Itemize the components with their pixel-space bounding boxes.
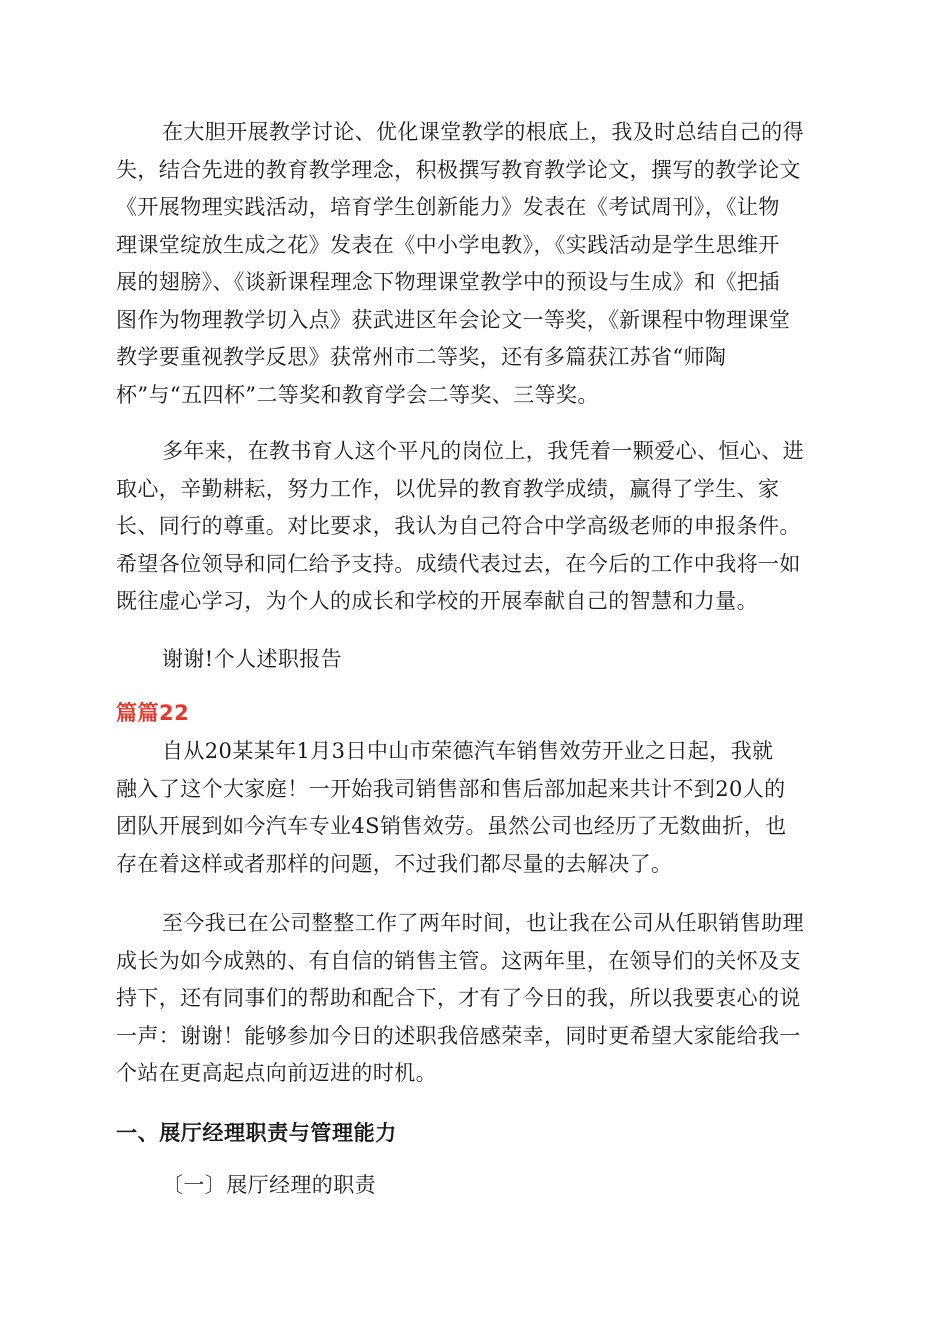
text-line: 理课堂绽放生成之花》发表在《中小学电教》，《实践活动是学生思维开 bbox=[116, 232, 780, 257]
text-line: 取心，辛勤耕耘，努力工作，以优异的教育教学成绩，赢得了学生、家 bbox=[116, 476, 780, 501]
paragraph-career bbox=[116, 905, 836, 1093]
text-line: 教学要重视教学反思》获常州市二等奖，还有多篇获江苏省“师陶 bbox=[116, 345, 727, 369]
paragraph-thanks bbox=[116, 641, 836, 679]
text-line: 《开展物理实践活动，培育学生创新能力》发表在《考试周刊》，《让物 bbox=[116, 195, 780, 219]
text-line: 希望各位领导和同仁给予支持。成绩代表过去，在今后的工作中我将一如 bbox=[116, 551, 801, 576]
text-line: 成长为如今成熟的、有自信的销售主管。这两年里，在领导们的关怀及支 bbox=[116, 948, 801, 973]
text-line: 至今我已在公司整整工作了两年时间，也让我在公司从任职销售助理 bbox=[162, 911, 804, 935]
text-line: 多年来，在教书育人这个平凡的岗位上，我凭着一颗爱心、恒心、进 bbox=[162, 439, 804, 463]
text-line: 团队开展到如今汽车专业4S销售效劳。虽然公司也经历了无数曲折，也 bbox=[116, 814, 787, 838]
text-line: 自从20某某年1月3日中山市荣德汽车销售效劳开业之日起，我就 bbox=[162, 739, 774, 763]
section-heading: 一、展厅经理职责与管理能力 bbox=[116, 1121, 397, 1145]
text-line: 杯”与“五四杯”二等奖和教育学会二等奖、三等奖。 bbox=[116, 382, 599, 407]
text-line: 在大胆开展教学讨论、优化课堂教学的根底上，我及时总结自己的得 bbox=[162, 120, 804, 144]
text-line: 展的翅膀》、《谈新课程理念下物理课堂教学中的预设与生成》和《把插 bbox=[116, 270, 780, 294]
text-line: 谢谢!个人述职报告 bbox=[162, 647, 343, 671]
text-line: 个站在更高起点向前迈进的时机。 bbox=[116, 1061, 437, 1085]
paragraph-papers bbox=[116, 114, 836, 414]
text-line: 既往虚心学习，为个人的成长和学校的开展奉献自己的智慧和力量。 bbox=[116, 589, 758, 613]
text-line: 失，结合先进的教育教学理念，积极撰写教育教学论文，撰写的教学论文 bbox=[116, 157, 801, 182]
section-title: 篇篇22 bbox=[116, 701, 190, 725]
paragraph-summary bbox=[116, 433, 836, 621]
text-line: 长、同行的尊重。对比要求，我认为自己符合中学高级老师的申报条件。 bbox=[116, 514, 801, 538]
paragraph-company-intro bbox=[116, 733, 836, 883]
text-line: 融入了这个大家庭！一开始我司销售部和售后部加起来共计不到20人的 bbox=[116, 776, 786, 801]
subsection-heading: 〔一〕展厅经理的职责 bbox=[162, 1173, 376, 1197]
text-line: 持下，还有同事们的帮助和配合下，才有了今日的我，所以我要衷心的说 bbox=[116, 986, 801, 1010]
text-line: 存在着这样或者那样的问题，不过我们都尽量的去解决了。 bbox=[116, 851, 673, 876]
text-line: 图作为物理教学切入点》获武进区年会论文一等奖，《新课程中物理课堂 bbox=[116, 307, 791, 332]
text-line: 一声：谢谢！能够参加今日的述职我倍感荣幸，同时更希望大家能给我一 bbox=[116, 1023, 801, 1048]
